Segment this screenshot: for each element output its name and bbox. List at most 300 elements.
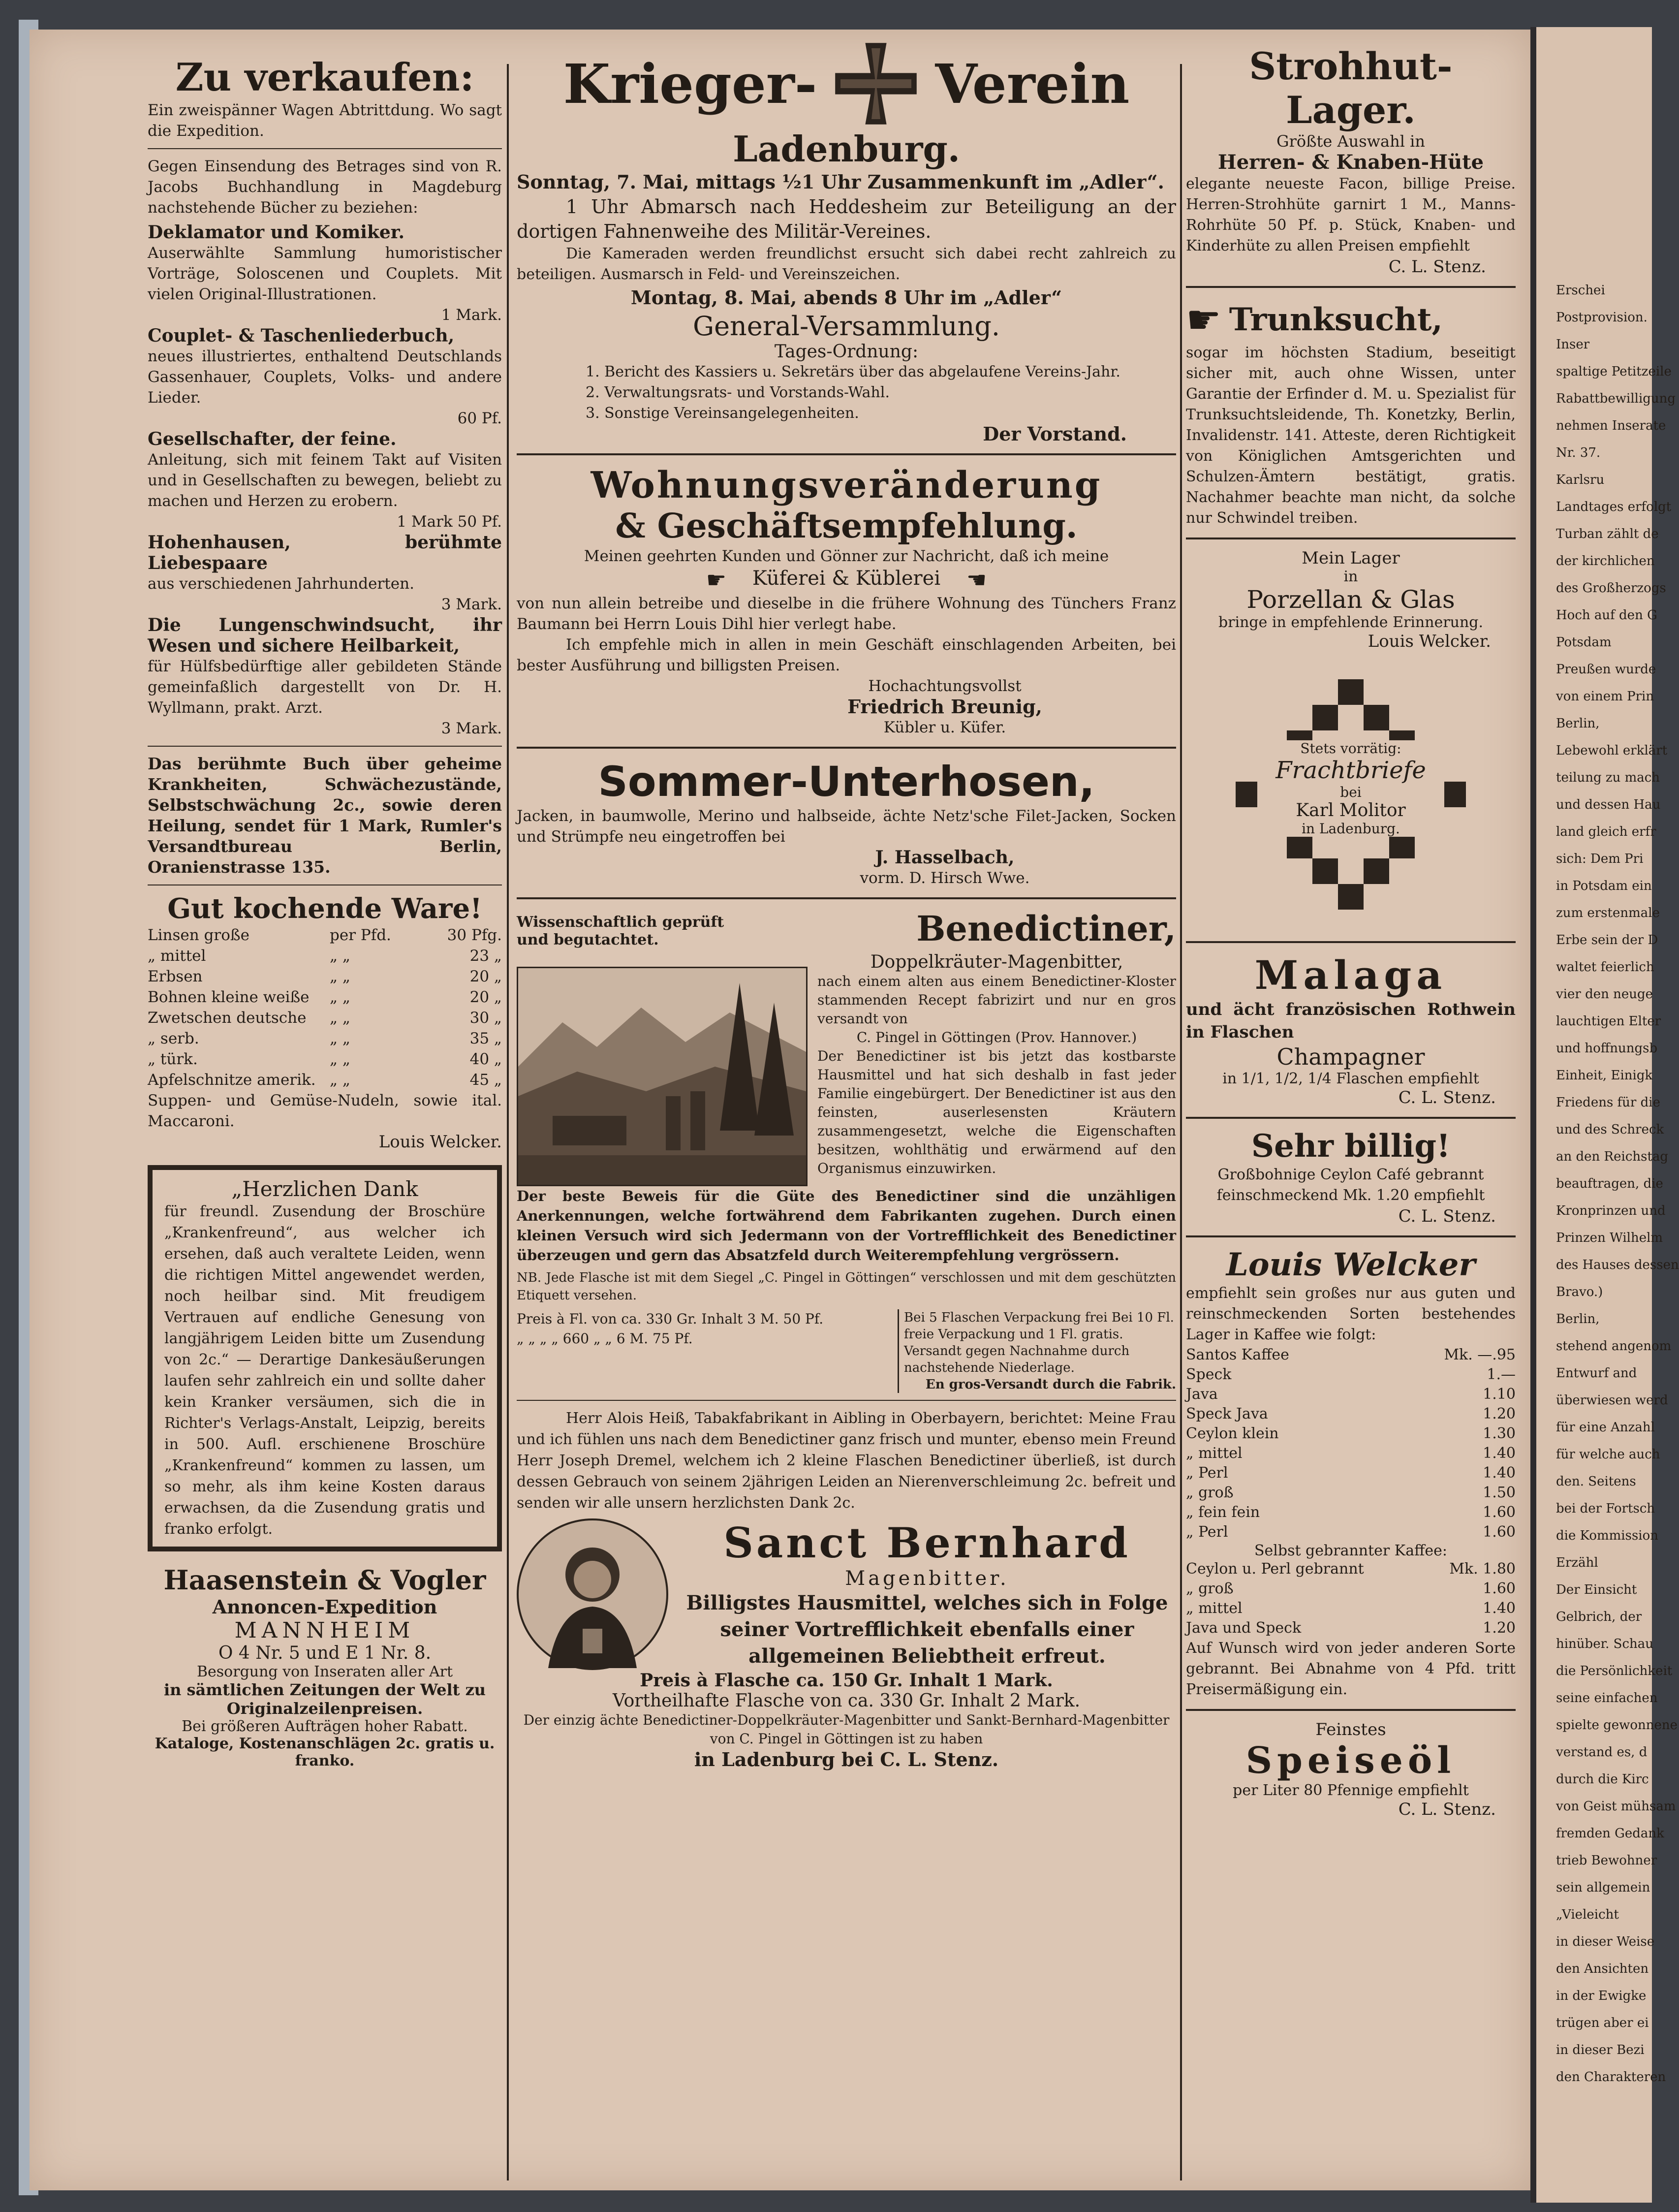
adjacent-page-line: Berlin, xyxy=(1556,716,1600,731)
price-row xyxy=(148,1008,502,1028)
checker-square xyxy=(1364,705,1389,730)
divider xyxy=(1186,537,1516,539)
rumler-ad: Das berühmte Buch über geheime Krankheiten, Schwächezustände, Selbstschwächung 2c., sowie deren Heilung, sendet für 1 Mark, Rumler's Versandtbureau Berlin, Oranienstrasse 135. xyxy=(148,754,502,877)
book-text: aus verschiedenen Jahrhunderten. xyxy=(148,575,414,593)
kv-p1: Sonntag, 7. Mai, mittags ½1 Uhr Zusammenkunft im „Adler“. xyxy=(517,171,1164,193)
item-name: „ groß xyxy=(1186,1484,1234,1501)
item-name: „ Perl xyxy=(1186,1464,1228,1482)
adjacent-page-line: des Großherzogs xyxy=(1556,581,1666,596)
item-unit: per Pfd. xyxy=(330,926,391,944)
adjacent-page-line: Friedens für die xyxy=(1556,1095,1660,1110)
adjacent-page-line: Landtages erfolgt xyxy=(1556,500,1672,514)
hv-text1: Besorgung von Inseraten aller Art xyxy=(196,1663,453,1680)
adjacent-page-line: Einheit, Einigk xyxy=(1556,1068,1653,1083)
adjacent-page-line: stehend angenom xyxy=(1556,1339,1672,1354)
book-price: 1 Mark 50 Pf. xyxy=(397,513,502,531)
ware-price-list xyxy=(148,925,502,1090)
kv-p2: 1 Uhr Abmarsch nach Heddesheim zur Beteiligung an der dortigen Fahnenweihe des Militär-Vereines. xyxy=(517,196,1176,242)
adjacent-page-line: und dessen Hau xyxy=(1556,797,1661,812)
adjacent-page-line: Lebewohl erklärt xyxy=(1556,743,1668,758)
book-title: Couplet- & Taschenliederbuch, xyxy=(148,325,455,346)
adjacent-page-line: Rabattbewilligung xyxy=(1556,391,1676,406)
column-rule-1 xyxy=(507,64,509,2180)
book-price: 1 Mark. xyxy=(441,306,502,324)
checker-square xyxy=(1364,858,1389,884)
checker-square xyxy=(1338,679,1364,705)
adjacent-page-line: in dieser Bezi xyxy=(1556,2043,1645,2057)
adjacent-page-line: „Vieleicht xyxy=(1556,1907,1619,1922)
item-unit: „ „ xyxy=(330,947,350,965)
agenda-item: 3. Sonstige Vereinsangelegenheiten. xyxy=(586,405,859,422)
divider xyxy=(148,148,502,149)
adjacent-page-line: Hoch auf den G xyxy=(1556,608,1657,623)
item-unit: „ „ xyxy=(330,1050,350,1068)
bn-tag: Wissenschaftlich geprüft und begutachtet. xyxy=(517,914,724,948)
price-row xyxy=(1186,1599,1516,1618)
item-unit: „ „ xyxy=(330,1030,350,1047)
adjacent-page-line: Turban zählt de xyxy=(1556,527,1659,541)
kv-p3: Die Kameraden werden freundlichst ersucht sich dabei recht zahlreich zu beteiligen. Ausmarsch in Feld- und Vereinszeichen. xyxy=(517,245,1176,283)
checker-square xyxy=(1312,705,1338,730)
sb-p1: Billigstes Hausmittel, welches sich in Folge seiner Vortrefflichkeit ebenfalls einer allgemeinen Beliebtheit erfreut. xyxy=(686,1591,1168,1668)
price-row xyxy=(148,946,502,966)
sale-text: Ein zweispänner Wagen Abtrittdung. Wo sagt die Expedition. xyxy=(148,101,502,140)
adjacent-page-line: nehmen Inserate xyxy=(1556,418,1666,433)
fb-bei: bei xyxy=(1340,784,1362,800)
tr-text: sogar im höchsten Stadium, beseitigt sicher mit, auch ohne Wissen, unter Garantie der Erfinder d. M. u. Spezialist für Trunksuchtsleidende, Th. Konetzky, Berlin, Invalidenstr. 141. Atteste, deren Richtigkeit von Königlichen Amtsgerichten und Schulzen-Ämtern bestätigt, gratis. Nachahmer beachte man nicht, da solche nur Schwindel treiben. xyxy=(1186,344,1516,527)
adjacent-page-line: spielte gewonnene xyxy=(1556,1718,1678,1733)
bn-p2: C. Pingel in Göttingen (Prov. Hannover.) xyxy=(856,1029,1137,1045)
bn-ship2: En gros-Versandt durch die Fabrik. xyxy=(925,1377,1176,1392)
wv-p1: Meinen geehrten Kunden und Gönner zur Nachricht, daß ich meine xyxy=(584,547,1109,565)
adjacent-page-line: fremden Gedank xyxy=(1556,1826,1664,1841)
item-price: 1.60 xyxy=(1483,1523,1516,1541)
divider xyxy=(1186,1709,1516,1711)
wv-p2: von nun allein betreibe und dieselbe in die frühere Wohnung des Tünchers Franz Baumann bei Herrn Louis Dihl hier verlegt habe. xyxy=(517,595,1176,633)
bn-sub: Doppelkräuter-Magenbitter, xyxy=(870,952,1123,972)
price-row xyxy=(148,1070,502,1090)
book-title: Deklamator und Komiker. xyxy=(148,222,404,243)
kv-title-left: Krieger- xyxy=(563,52,817,116)
bn-right-text xyxy=(817,952,1176,1186)
item-name: Erbsen xyxy=(148,968,203,985)
price-row xyxy=(1186,1404,1516,1424)
adjacent-page-line: in Potsdam ein xyxy=(1556,879,1652,893)
item-price: 1.20 xyxy=(1483,1619,1516,1637)
lw-title: Louis Welcker xyxy=(1226,1246,1476,1283)
ware-sign: Louis Welcker. xyxy=(378,1132,502,1152)
so-text: per Liter 80 Pfennige empfiehlt xyxy=(1233,1782,1469,1799)
item-name: „ mittel xyxy=(1186,1445,1243,1462)
item-price: 1.10 xyxy=(1483,1386,1516,1403)
adjacent-page-line: und hoffnungsb xyxy=(1556,1041,1658,1056)
adjacent-page-line: in der Ewigke xyxy=(1556,1989,1647,2003)
adjacent-page-line: Erschei xyxy=(1556,283,1605,298)
adjacent-page-line: Potsdam xyxy=(1556,635,1612,650)
bn-p3: Der Benedictiner ist bis jetzt das kostbarste Hausmittel und hat sich deshalb in fast jeder Familie eingebürgert. Der Benedictiner ist aus den feinsten, auserlesensten Kräutern zusammengesetzt, welche die Eigenschaften besitzen, wohlthätig und erwärmend auf den Organismus einzuwirken. xyxy=(817,1048,1176,1176)
adjacent-page-line: Der Einsicht xyxy=(1556,1582,1637,1597)
hv-sub: Annoncen-Expedition xyxy=(212,1596,437,1618)
sale-title: Zu verkaufen: xyxy=(175,55,474,100)
hv-addr: O 4 Nr. 5 und E 1 Nr. 8. xyxy=(218,1643,432,1663)
pg-sign: Louis Welcker. xyxy=(1368,632,1491,651)
monastery-landscape-image xyxy=(517,967,808,1186)
item-price: 1.40 xyxy=(1483,1445,1516,1462)
adjacent-page-line: überwiesen werd xyxy=(1556,1393,1668,1408)
item-name: Ceylon klein xyxy=(1186,1425,1279,1442)
kv-gv: General-Versammlung. xyxy=(692,311,1000,342)
sb-price2: Vortheilhafte Flasche von ca. 330 Gr. Inhalt 2 Mark. xyxy=(612,1691,1081,1711)
su-title: Sommer-Unterhosen, xyxy=(598,758,1095,806)
adjacent-page-line: land gleich erfr xyxy=(1556,824,1656,839)
book-text: Auserwählte Sammlung humoristischer Vorträge, Soloscenen und Couplets. Mit vielen Original-Illustrationen. xyxy=(148,244,502,303)
so-top: Feinstes xyxy=(1315,1720,1386,1739)
adjacent-page-line: und des Schreck xyxy=(1556,1122,1664,1137)
adjacent-page-line: trügen aber ei xyxy=(1556,2016,1649,2030)
adjacent-page-line: spaltige Petitzeile xyxy=(1556,364,1672,379)
tr-title: Trunksucht, xyxy=(1229,301,1443,338)
sbill-sign: C. L. Stenz. xyxy=(1398,1206,1496,1226)
so-title: Speiseöl xyxy=(1245,1739,1456,1782)
item-name: Java und Speck xyxy=(1186,1619,1302,1637)
su-text: Jacken, in baumwolle, Merino und halbseide, ächte Netz'sche Filet-Jacken, Socken und Strümpfe neu eingetroffen bei xyxy=(517,807,1176,846)
bn-testimony: Herr Alois Heiß, Tabakfabrikant in Aibling in Oberbayern, berichtet: Meine Frau und ich fühlen uns nach dem Benedictiner ganz frisch und munter, ebenso mein Freund Herr Joseph Dremel, welchem ich 2 kleine Flaschen Benedictiner überließ, ist durch dessen Gebrauch von seinem 2jährigen Leiden an Nierenverschleimung 2c. befreit und senden wir alle unsern herzlichsten Dank 2c. xyxy=(517,1410,1176,1512)
book-text: Anleitung, sich mit feinem Takt auf Visiten und in Gesellschaften zu bewegen, beliebt zu machen und Herzen zu erobern. xyxy=(148,451,502,510)
fb-top: Stets vorrätig: xyxy=(1300,740,1401,757)
roasted-coffee-price-list xyxy=(1186,1559,1516,1638)
adjacent-page-line: des Hauses dessen xyxy=(1556,1258,1679,1272)
adjacent-page-line: Preußen wurde xyxy=(1556,662,1656,677)
bn-price: Preis à Fl. von ca. 330 Gr. Inhalt 3 M. 50 Pf. xyxy=(517,1311,824,1327)
fb-title: Frachtbriefe xyxy=(1275,757,1426,784)
adjacent-page-line: beauftragen, die xyxy=(1556,1176,1663,1191)
divider xyxy=(517,897,1176,899)
item-name: Java xyxy=(1186,1386,1218,1403)
sb-p3: in Ladenburg bei C. L. Stenz. xyxy=(694,1748,999,1770)
item-name: Bohnen kleine weiße xyxy=(148,988,310,1006)
adjacent-page-line: zum erstenmale xyxy=(1556,906,1660,920)
wv-title2: & Geschäftsempfehlung. xyxy=(615,506,1078,546)
adjacent-page-line: Erzähl xyxy=(1556,1555,1598,1570)
agenda-item: 2. Verwaltungsrats- und Vorstands-Wahl. xyxy=(586,384,890,401)
fb-city: in Ladenburg. xyxy=(1302,821,1400,837)
hv-text4: Kataloge, Kostenanschlägen 2c. gratis u. franko. xyxy=(155,1735,495,1770)
kv-agenda-title: Tages-Ordnung: xyxy=(774,342,919,362)
divider xyxy=(1186,286,1516,288)
so-sign: C. L. Stenz. xyxy=(1398,1800,1496,1819)
book-price: 3 Mark. xyxy=(441,596,502,613)
book-title: Hohenhausen, berühmte Liebespaare xyxy=(148,532,502,573)
hv-title: Haasenstein & Vogler xyxy=(163,1564,486,1596)
adjacent-page-line: seine einfachen xyxy=(1556,1691,1658,1706)
wv-greet: Hochachtungsvollst xyxy=(868,677,1022,695)
price-row xyxy=(1186,1385,1516,1404)
dank-text: für freundl. Zusendung der Broschüre „Krankenfreund“, aus welcher ich ersehen, daß auch veraltete Leiden, wenn die richtigen Mittel angewendet werden, noch heilbar sind. Mit freudigem Vertrauen auf endliche Genesung von langjährigem Leiden bitte um Zusendung von 2c.“ — Derartige Dankesäußerungen laufen sehr zahlreich ein und sollte daher kein Kranker versäumen, sich die in Richter's Verlags-Anstalt, Leipzig, bereits in 500. Aufl. erschienene Broschüre „Krankenfreund“ kommen zu lassen, um so mehr, als ihm keine Kosten daraus erwachsen, da die Zusendung gratis und franko erfolgt. xyxy=(164,1203,485,1538)
item-unit: „ „ xyxy=(330,1071,350,1089)
sb-block xyxy=(517,1518,1176,1670)
kv-agenda xyxy=(517,362,1176,424)
ml-text2: in 1/1, 1/2, 1/4 Flaschen empfiehlt xyxy=(1222,1070,1479,1087)
kv-header xyxy=(517,39,1176,128)
item-name: „ mittel xyxy=(148,947,206,965)
wv-trade-line xyxy=(517,567,1176,593)
divider xyxy=(517,453,1176,455)
item-name: „ türk. xyxy=(148,1050,198,1068)
adjacent-page-line: an den Reichstag xyxy=(1556,1149,1669,1164)
sh-title: Strohhut-Lager. xyxy=(1249,44,1453,132)
agenda-item: 1. Bericht des Kassiers u. Sekretärs über das abgelaufene Vereins-Jahr. xyxy=(586,363,1120,380)
sh-p1: Größte Auswahl in xyxy=(1276,132,1425,151)
column-2 xyxy=(517,30,1176,1770)
coffee-price-list xyxy=(1186,1345,1516,1542)
item-name: Apfelschnitze amerik. xyxy=(148,1071,316,1089)
price-row xyxy=(1186,1424,1516,1444)
price-row xyxy=(1186,1463,1516,1483)
sb-sub: Magenbitter. xyxy=(845,1567,1009,1590)
bn-nb: NB. Jede Flasche ist mit dem Siegel „C. Pingel in Göttingen“ verschlossen und mit dem geschützten Etiquett versehen. xyxy=(517,1270,1176,1303)
su-sub: vorm. D. Hirsch Wwe. xyxy=(860,869,1030,887)
divider xyxy=(517,747,1176,749)
price-row xyxy=(148,966,502,987)
bn-ship-block xyxy=(898,1309,1176,1393)
wv-trade: Küferei & Küblerei xyxy=(752,567,941,590)
adjacent-page-line: den. Seitens xyxy=(1556,1474,1636,1489)
adjacent-page-line: teilung zu mach xyxy=(1556,770,1660,785)
frachtbriefe-label xyxy=(1257,740,1444,837)
adjacent-page-line: durch die Kirc xyxy=(1556,1772,1649,1787)
sh-p2: Herren- & Knaben-Hüte xyxy=(1217,151,1484,174)
price-row xyxy=(148,925,502,946)
book-text: für Hülfsbedürftige aller gebildeten Stände gemeinfaßlich dargestellt von Dr. H. Wyllmann, prakt. Arzt. xyxy=(148,658,502,717)
price-row xyxy=(1186,1559,1516,1579)
pointing-hand-right-icon: ☛ xyxy=(1186,297,1221,343)
adjacent-page-line: für eine Anzahl xyxy=(1556,1420,1655,1435)
bn-p1: nach einem alten aus einem Benedictiner-Kloster stammenden Recept fabrizirt und nur en gros versandt von xyxy=(817,973,1176,1027)
adjacent-page-line: Postprovision. xyxy=(1556,310,1648,325)
kv-title-right: Verein xyxy=(935,52,1130,116)
price-row xyxy=(1186,1503,1516,1522)
item-price: 40 „ xyxy=(469,1050,502,1068)
bn-p4: Der beste Beweis für die Güte des Benedictiner sind die unzähligen Anerkennungen, welche fortwährend dem Fabrikanten zugehen. Durch einen kleinen Versuch wird sich Jedermann von der Vortrefflichkeit des Benedictiner überzeugen und gern das Absatzfeld durch Weiterempfehlung vergrössern. xyxy=(517,1188,1176,1264)
lw-text: empfiehlt sein großes nur aus guten und reinschmeckenden Sorten bestehendes Lager in Kaffee wie folgt: xyxy=(1186,1285,1516,1343)
bn-price-block xyxy=(517,1309,891,1393)
dank-title: „Herzlichen Dank xyxy=(231,1177,418,1201)
sb-text xyxy=(678,1518,1176,1670)
sh-p3: elegante neueste Facon, billige Preise. Herren-Strohhüte garnirt 1 M., Manns-Rohrhüte 50 Pf. p. Stück, Knaben- und Kinderhüte zu allen Preisen empfiehlt xyxy=(1186,175,1516,254)
item-price: 1.60 xyxy=(1483,1504,1516,1521)
item-name: „ mittel xyxy=(1186,1600,1243,1617)
adjacent-page-line: den Charakteren xyxy=(1556,2070,1666,2085)
item-price: 23 „ xyxy=(469,947,502,965)
item-name: Zwetschen deutsche xyxy=(148,1009,307,1027)
book-title: Die Lungenschwindsucht, ihr Wesen und sichere Heilbarkeit, xyxy=(148,615,502,656)
lw-sub: Selbst gebrannter Kaffee: xyxy=(1254,1542,1448,1559)
adjacent-page-line: Bravo.) xyxy=(1556,1285,1603,1299)
sb-p2: Der einzig ächte Benedictiner-Doppelkräuter-Magenbitter und Sankt-Bernhard-Magenbitter von C. Pingel in Göttingen ist zu haben xyxy=(523,1712,1170,1747)
book-price: 3 Mark. xyxy=(441,720,502,737)
wv-title: Wohnungsveränderung xyxy=(591,464,1102,506)
adjacent-page-line: von Geist mühsam xyxy=(1556,1799,1676,1814)
kv-p4: Montag, 8. Mai, abends 8 Uhr im „Adler“ xyxy=(630,286,1062,309)
item-name: Linsen große xyxy=(148,926,249,944)
pg-title: Porzellan & Glas xyxy=(1246,585,1455,614)
item-price: 1.50 xyxy=(1483,1484,1516,1501)
price-row xyxy=(1186,1444,1516,1463)
iron-cross-icon xyxy=(832,39,920,128)
price-row xyxy=(1186,1345,1516,1365)
hv-text2: in sämtlichen Zeitungen der Welt zu Originalzeilenpreisen. xyxy=(163,1680,486,1718)
adjacent-page-line: Berlin, xyxy=(1556,1312,1600,1327)
ml-sign: C. L. Stenz. xyxy=(1398,1088,1496,1107)
adjacent-page-line: trieb Bewohner xyxy=(1556,1853,1657,1868)
adjacent-page-line: für welche auch xyxy=(1556,1447,1660,1462)
bn-title: Benedictiner, xyxy=(916,908,1176,949)
adjacent-page-line: vier den neuge xyxy=(1556,987,1653,1002)
adjacent-page-line: Inser xyxy=(1556,337,1590,352)
wv-job: Kübler u. Küfer. xyxy=(883,719,1006,736)
adjacent-page-line: sich: Dem Pri xyxy=(1556,852,1644,866)
ml-text: und ächt französischen Rothwein in Flaschen xyxy=(1186,1000,1516,1042)
item-unit: „ „ xyxy=(330,988,350,1006)
item-name: Ceylon u. Perl gebrannt xyxy=(1186,1560,1364,1578)
hv-city: MANNHEIM xyxy=(234,1618,415,1643)
item-price: 35 „ xyxy=(469,1030,502,1047)
frachtbriefe-checker-frame xyxy=(1193,657,1508,932)
tr-header xyxy=(1186,297,1516,343)
adjacent-page-line: von einem Prin xyxy=(1556,689,1654,704)
sbill-title: Sehr billig! xyxy=(1251,1128,1451,1165)
lw-note: Auf Wunsch wird von jeder anderen Sorte gebrannt. Bei Abnahme von 4 Pfd. tritt Preisermäßigung ein. xyxy=(1186,1640,1516,1698)
wv-name: Friedrich Breunig, xyxy=(847,695,1042,718)
checker-square xyxy=(1312,858,1338,884)
item-name: „ fein fein xyxy=(1186,1504,1260,1521)
bn-prices xyxy=(517,1309,1176,1393)
pointing-hand-right-icon: ☛ xyxy=(706,567,727,593)
pg-p1: Mein Lager xyxy=(1302,548,1400,568)
item-price: 1.— xyxy=(1487,1366,1516,1383)
adjacent-page-line: Karlsru xyxy=(1556,473,1605,487)
price-row xyxy=(1186,1365,1516,1385)
price-row xyxy=(1186,1579,1516,1599)
item-name: „ Perl xyxy=(1186,1523,1228,1541)
adjacent-page-line: verstand es, d xyxy=(1556,1745,1648,1760)
adjacent-page-line: sein allgemein xyxy=(1556,1880,1650,1895)
fb-name: Karl Molitor xyxy=(1296,800,1406,821)
item-price: 1.60 xyxy=(1483,1580,1516,1597)
price-row xyxy=(1186,1618,1516,1638)
bn-header xyxy=(517,908,1176,949)
adjacent-page-line: Gelbrich, der xyxy=(1556,1610,1642,1624)
item-price: 30 „ xyxy=(469,1009,502,1027)
adjacent-page-line: Erbe sein der D xyxy=(1556,933,1658,948)
adjacent-page-line: Kronprinzen und xyxy=(1556,1203,1666,1218)
sb-price: Preis à Flasche ca. 150 Gr. Inhalt 1 Mark. xyxy=(640,1670,1053,1691)
divider xyxy=(1186,1235,1516,1237)
item-unit: „ „ xyxy=(330,968,350,985)
item-price: 1.40 xyxy=(1483,1600,1516,1617)
adjacent-page-line: lauchtigen Elter xyxy=(1556,1014,1661,1029)
pointing-hand-left-icon: ☚ xyxy=(966,567,987,593)
wv-p3: Ich empfehle mich in allen in mein Geschäft einschlagenden Arbeiten, bei bester Ausführung und billigsten Preisen. xyxy=(517,636,1176,674)
adjacent-page-line: Prinzen Wilhelm xyxy=(1556,1231,1663,1245)
price-row xyxy=(1186,1522,1516,1542)
ml-title: Malaga xyxy=(1254,952,1447,998)
divider xyxy=(148,746,502,747)
price-row xyxy=(1186,1483,1516,1503)
ware-title: Gut kochende Ware! xyxy=(167,892,482,925)
bn-ship: Bei 5 Flaschen Verpackung frei Bei 10 Fl. freie Verpackung und 1 Fl. gratis. Versandt gegen Nachnahme durch nachstehende Niederlage. xyxy=(904,1310,1174,1375)
adjacent-page-line: den Ansichten xyxy=(1556,1961,1649,1976)
item-name: Santos Kaffee xyxy=(1186,1346,1289,1363)
adjacent-page-line: die Persönlichkeit xyxy=(1556,1664,1673,1678)
pg-p3: bringe in empfehlende Erinnerung. xyxy=(1218,614,1484,631)
book-title: Gesellschafter, der feine. xyxy=(148,429,397,449)
item-name: „ groß xyxy=(1186,1580,1234,1597)
adjacent-page-line: bei der Fortsch xyxy=(1556,1501,1655,1516)
hv-text3: Bei größeren Aufträgen hoher Rabatt. xyxy=(182,1718,468,1735)
column-3 xyxy=(1186,30,1516,1820)
bn-body xyxy=(517,952,1176,1186)
item-price: Mk. —.95 xyxy=(1444,1346,1516,1363)
item-price: Mk. 1.80 xyxy=(1449,1560,1516,1578)
item-price: 30 Pfg. xyxy=(447,926,502,944)
books-intro: Gegen Einsendung des Betrages sind von R. Jacobs Buchhandlung in Magdeburg nachstehende Bücher zu beziehen: xyxy=(148,158,502,217)
adjacent-page-line: hinüber. Schau xyxy=(1556,1637,1654,1651)
price-row xyxy=(148,1028,502,1049)
column-rule-2 xyxy=(1180,64,1182,2180)
su-name: J. Hasselbach, xyxy=(875,847,1015,868)
book-text: neues illustriertes, enthaltend Deutschlands Gassenhauer, Couplets, Volks- und andere Lieder. xyxy=(148,348,502,407)
sh-sign: C. L. Stenz. xyxy=(1388,257,1486,277)
item-price: 20 „ xyxy=(469,968,502,985)
column-1 xyxy=(148,30,502,1770)
sb-title: Sanct Bernhard xyxy=(723,1518,1131,1567)
item-price: 1.40 xyxy=(1483,1464,1516,1482)
item-name: „ serb. xyxy=(148,1030,199,1047)
item-price: 20 „ xyxy=(469,988,502,1006)
bn-price: „ „ „ „ 660 „ „ 6 M. 75 Pf. xyxy=(517,1330,693,1347)
saint-bernhard-portrait xyxy=(517,1518,668,1670)
item-price: 1.30 xyxy=(1483,1425,1516,1442)
adjacent-page-line: Nr. 37. xyxy=(1556,445,1601,460)
item-name: Speck Java xyxy=(1186,1405,1268,1422)
adjacent-page-line: in dieser Weise xyxy=(1556,1934,1655,1949)
adjacent-page-line: waltet feierlich xyxy=(1556,960,1654,975)
divider xyxy=(1186,941,1516,943)
divider xyxy=(517,1400,1176,1401)
item-name: Speck xyxy=(1186,1366,1232,1383)
adjacent-page-line: Entwurf and xyxy=(1556,1366,1637,1381)
price-row xyxy=(148,1049,502,1070)
kv-sign: Der Vorstand. xyxy=(983,423,1127,445)
adjacent-page-line: der kirchlichen xyxy=(1556,554,1655,569)
item-unit: „ „ xyxy=(330,1009,350,1027)
ml-champ: Champagner xyxy=(1276,1043,1425,1070)
item-price: 45 „ xyxy=(469,1071,502,1089)
item-price: 1.20 xyxy=(1483,1405,1516,1422)
price-row xyxy=(148,987,502,1008)
divider xyxy=(1186,1117,1516,1119)
adjacent-page xyxy=(1530,27,1679,2203)
adjacent-page-line: die Kommission xyxy=(1556,1528,1659,1543)
sbill-text: Großbohnige Ceylon Café gebrannt feinschmeckend Mk. 1.20 empfiehlt xyxy=(1216,1166,1485,1204)
book-price: 60 Pf. xyxy=(457,410,502,427)
checker-square xyxy=(1338,884,1364,910)
pg-p2: in xyxy=(1343,568,1358,585)
ware-extra: Suppen- und Gemüse-Nudeln, sowie ital. Maccaroni. xyxy=(148,1092,502,1130)
kv-place: Ladenburg. xyxy=(733,128,960,170)
dank-box xyxy=(148,1165,502,1551)
